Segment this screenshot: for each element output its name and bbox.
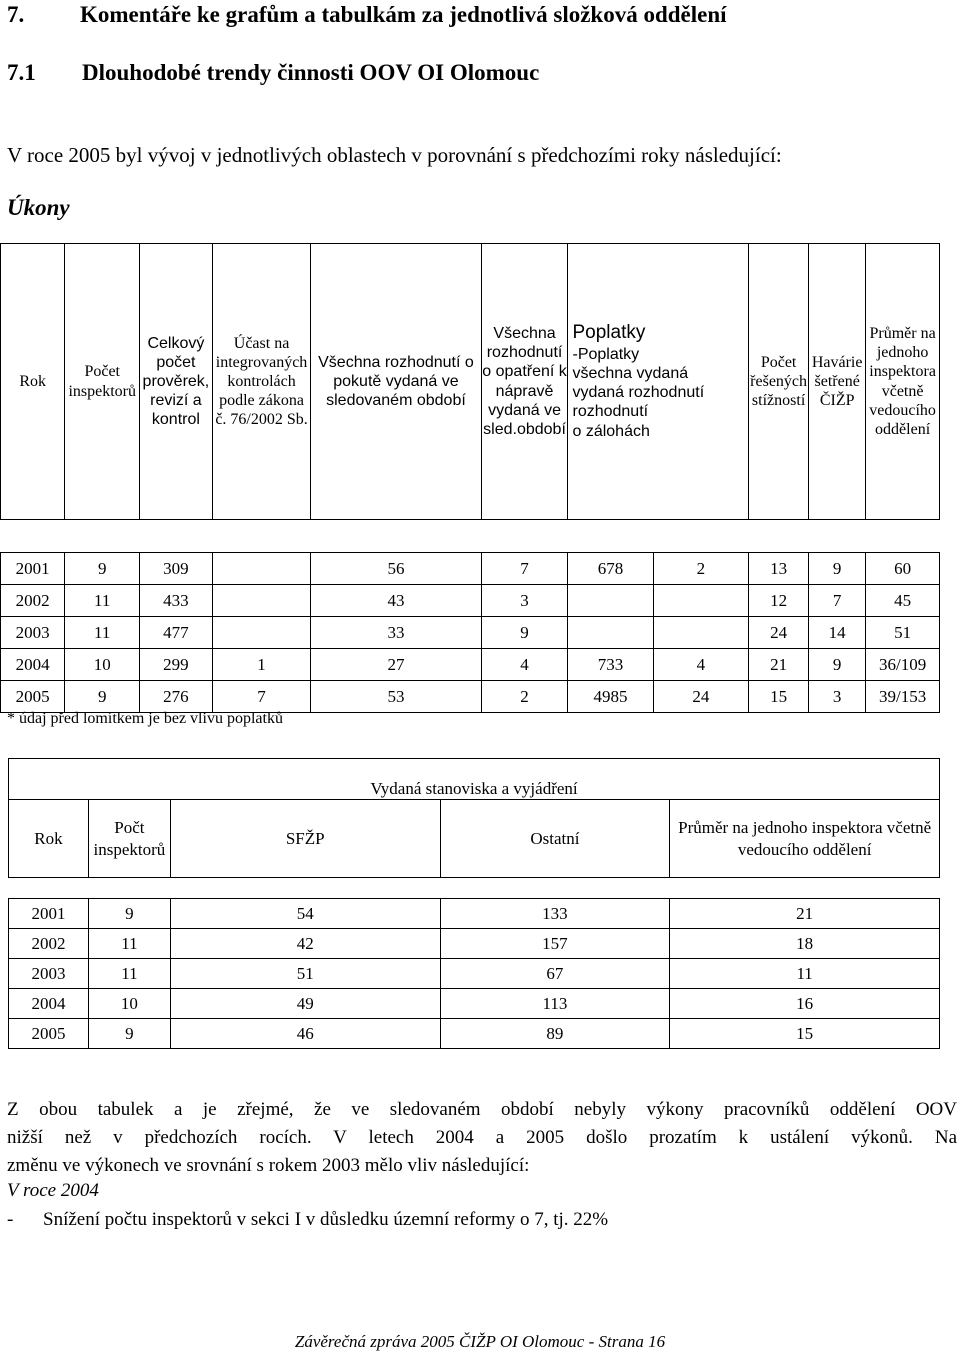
cell: 21 <box>670 899 940 929</box>
cell: 15 <box>749 681 809 713</box>
cell: 113 <box>440 989 670 1019</box>
cell: 53 <box>311 681 481 713</box>
cell: 12 <box>749 585 809 617</box>
table-row <box>1 585 940 617</box>
table-row <box>9 1019 940 1049</box>
activities-table <box>0 243 940 713</box>
cell <box>653 617 748 649</box>
cell <box>568 681 653 713</box>
cell <box>212 553 311 585</box>
header-rozhodnuti-naprava: Všechna rozhodnutí o opatření k nápravě vydaná ve sled.období <box>481 244 568 520</box>
cell: 2 <box>653 553 748 585</box>
cell: 45 <box>866 585 940 617</box>
cell-part: 5 <box>619 686 628 706</box>
cell: 3 <box>809 681 866 713</box>
cell: 18 <box>670 929 940 959</box>
subsection-title: Dlouhodobé trendy činnosti OOV OI Olomouc <box>82 60 540 85</box>
cell: 9 <box>481 617 568 649</box>
cell: 2002 <box>9 929 89 959</box>
cell: 9 <box>88 1019 170 1049</box>
section-number: 7. <box>7 2 25 27</box>
bullet-text: Snížení počtu inspektorů v sekci I v důsledku územní reformy o 7, tj. 22% <box>43 1209 609 1230</box>
cell: 9 <box>65 681 140 713</box>
table1-header-row <box>1 244 940 520</box>
cell <box>653 585 748 617</box>
cell: 2005 <box>9 1019 89 1049</box>
table2-title: Vydaná stanoviska a vyjádření <box>9 759 940 800</box>
table2-title-row <box>9 759 940 800</box>
bullet-item <box>7 1209 608 1231</box>
cell: 2001 <box>9 899 89 929</box>
cell: 2001 <box>1 553 65 585</box>
table-row <box>1 649 940 681</box>
cell: 9 <box>65 553 140 585</box>
cell: 39/153 <box>866 681 940 713</box>
header-sfzp: SFŽP <box>170 800 440 878</box>
cell: 2003 <box>1 617 65 649</box>
cell-part: 498 <box>593 686 620 706</box>
cell: 10 <box>88 989 170 1019</box>
paragraph-line-3: změnu ve výkonech ve srovnání s rokem 2003 mělo vliv následující: <box>7 1155 530 1176</box>
cell: 67 <box>440 959 670 989</box>
cell: 33 <box>311 617 481 649</box>
table1-spacer-row <box>1 520 940 553</box>
cell: 11 <box>88 959 170 989</box>
cell <box>212 617 311 649</box>
table2-spacer-row <box>9 878 940 899</box>
header-celkovy-pocet: Celkový počet prověrek, revizí a kontrol <box>140 244 213 520</box>
cell <box>568 585 653 617</box>
poplatky-sub-1: -Poplatky <box>572 345 640 363</box>
cell: 299 <box>140 649 213 681</box>
cell: 2002 <box>1 585 65 617</box>
cell: 133 <box>440 899 670 929</box>
cell: 157 <box>440 929 670 959</box>
table-row <box>1 681 940 713</box>
cell: 678 <box>568 553 653 585</box>
cell: 46 <box>170 1019 440 1049</box>
paragraph-line-2: nižší než v předchozích rocích. V letech 2004 a 2005 došlo prozatím k ustálení výkonů. Na <box>7 1127 957 1148</box>
summary-paragraph <box>7 1096 957 1180</box>
cell: 16 <box>670 989 940 1019</box>
header-prumer: Průměr na jednoho inspektora včetně vedoucího oddělení <box>866 244 940 520</box>
subsection-number: 7.1 <box>7 60 36 85</box>
cell: 733 <box>568 649 653 681</box>
cell: 7 <box>481 553 568 585</box>
cell: 9 <box>809 553 866 585</box>
cell: 309 <box>140 553 213 585</box>
cell: 24 <box>749 617 809 649</box>
header-havarie: Havárie šetřené ČIŽP <box>809 244 866 520</box>
cell <box>568 617 653 649</box>
subsection-heading <box>7 60 539 86</box>
table2-header-row <box>9 800 940 878</box>
poplatky-title: Poplatky <box>572 322 646 344</box>
cell: 11 <box>670 959 940 989</box>
cell <box>212 585 311 617</box>
cell: 276 <box>140 681 213 713</box>
cell: 4 <box>653 649 748 681</box>
ukony-title: Úkony <box>7 195 70 220</box>
intro-text: V roce 2005 byl vývoj v jednotlivých oblastech v porovnání s předchozími roky následující: <box>7 143 782 167</box>
cell: 3 <box>481 585 568 617</box>
cell: 433 <box>140 585 213 617</box>
cell: 11 <box>88 929 170 959</box>
header-rok: Rok <box>9 800 89 878</box>
poplatky-sub-5: o zálohách <box>572 422 650 440</box>
cell: 21 <box>749 649 809 681</box>
table-row <box>9 959 940 989</box>
spacer-cell <box>9 878 940 899</box>
cell: 27 <box>311 649 481 681</box>
cell: 24 <box>653 681 748 713</box>
cell: 43 <box>311 585 481 617</box>
cell: 56 <box>311 553 481 585</box>
paragraph-line-1: Z obou tabulek a je zřejmé, že ve sledovaném období nebyly výkony pracovníků oddělení OOV <box>7 1099 957 1120</box>
cell: 60 <box>866 553 940 585</box>
table-row <box>1 553 940 585</box>
year-subheading: V roce 2004 <box>7 1180 99 1201</box>
header-stiznosti: Počet řešených stížností <box>749 244 809 520</box>
cell: 11 <box>65 585 140 617</box>
cell: 7 <box>212 681 311 713</box>
cell: 36/109 <box>866 649 940 681</box>
cell: 49 <box>170 989 440 1019</box>
cell: 10 <box>65 649 140 681</box>
cell: 2004 <box>1 649 65 681</box>
cell: 1 <box>212 649 311 681</box>
cell: 2 <box>481 681 568 713</box>
cell: 14 <box>809 617 866 649</box>
cell: 9 <box>88 899 170 929</box>
footnote: * údaj před lomítkem je bez vlivu poplatků <box>7 710 283 727</box>
cell: 42 <box>170 929 440 959</box>
table-row <box>9 899 940 929</box>
cell: 54 <box>170 899 440 929</box>
table-row <box>9 989 940 1019</box>
header-poplatky <box>568 244 749 520</box>
poplatky-sub-2: všechna vydaná <box>572 365 689 383</box>
poplatky-sub-4: rozhodnutí <box>572 403 649 421</box>
header-ostatni: Ostatní <box>440 800 670 878</box>
table-row <box>9 929 940 959</box>
cell: 11 <box>65 617 140 649</box>
bullet-dash: - <box>7 1209 14 1230</box>
header-prumer: Průměr na jednoho inspektora včetně vedoucího oddělení <box>670 800 940 878</box>
cell: 51 <box>866 617 940 649</box>
cell: 4 <box>481 649 568 681</box>
page-footer: Závěrečná zpráva 2005 ČIŽP OI Olomouc - Strana 16 <box>294 1332 666 1351</box>
cell: 89 <box>440 1019 670 1049</box>
cell: 51 <box>170 959 440 989</box>
cell: 15 <box>670 1019 940 1049</box>
cell: 477 <box>140 617 213 649</box>
header-inspektori: Počet inspektorů <box>65 244 140 520</box>
cell: 2005 <box>1 681 65 713</box>
header-ucast: Účast na integrovaných kontrolách podle zákona č. 76/2002 Sb. <box>212 244 311 520</box>
table-row <box>1 617 940 649</box>
cell: 9 <box>809 649 866 681</box>
cell: 2003 <box>9 959 89 989</box>
cell: 13 <box>749 553 809 585</box>
cell: 7 <box>809 585 866 617</box>
poplatky-sub-3: vydaná rozhodnutí <box>572 384 705 402</box>
header-rok: Rok <box>1 244 65 520</box>
section-heading <box>7 2 727 28</box>
header-rozhodnuti-pokuta: Všechna rozhodnutí o pokutě vydaná ve sledovaném období <box>311 244 481 520</box>
spacer-cell <box>1 520 940 553</box>
header-inspektori: Počt inspektorů <box>88 800 170 878</box>
cell: 2004 <box>9 989 89 1019</box>
statements-table <box>8 758 940 1049</box>
section-title: Komentáře ke grafům a tabulkám za jednotlivá složková oddělení <box>80 2 727 27</box>
